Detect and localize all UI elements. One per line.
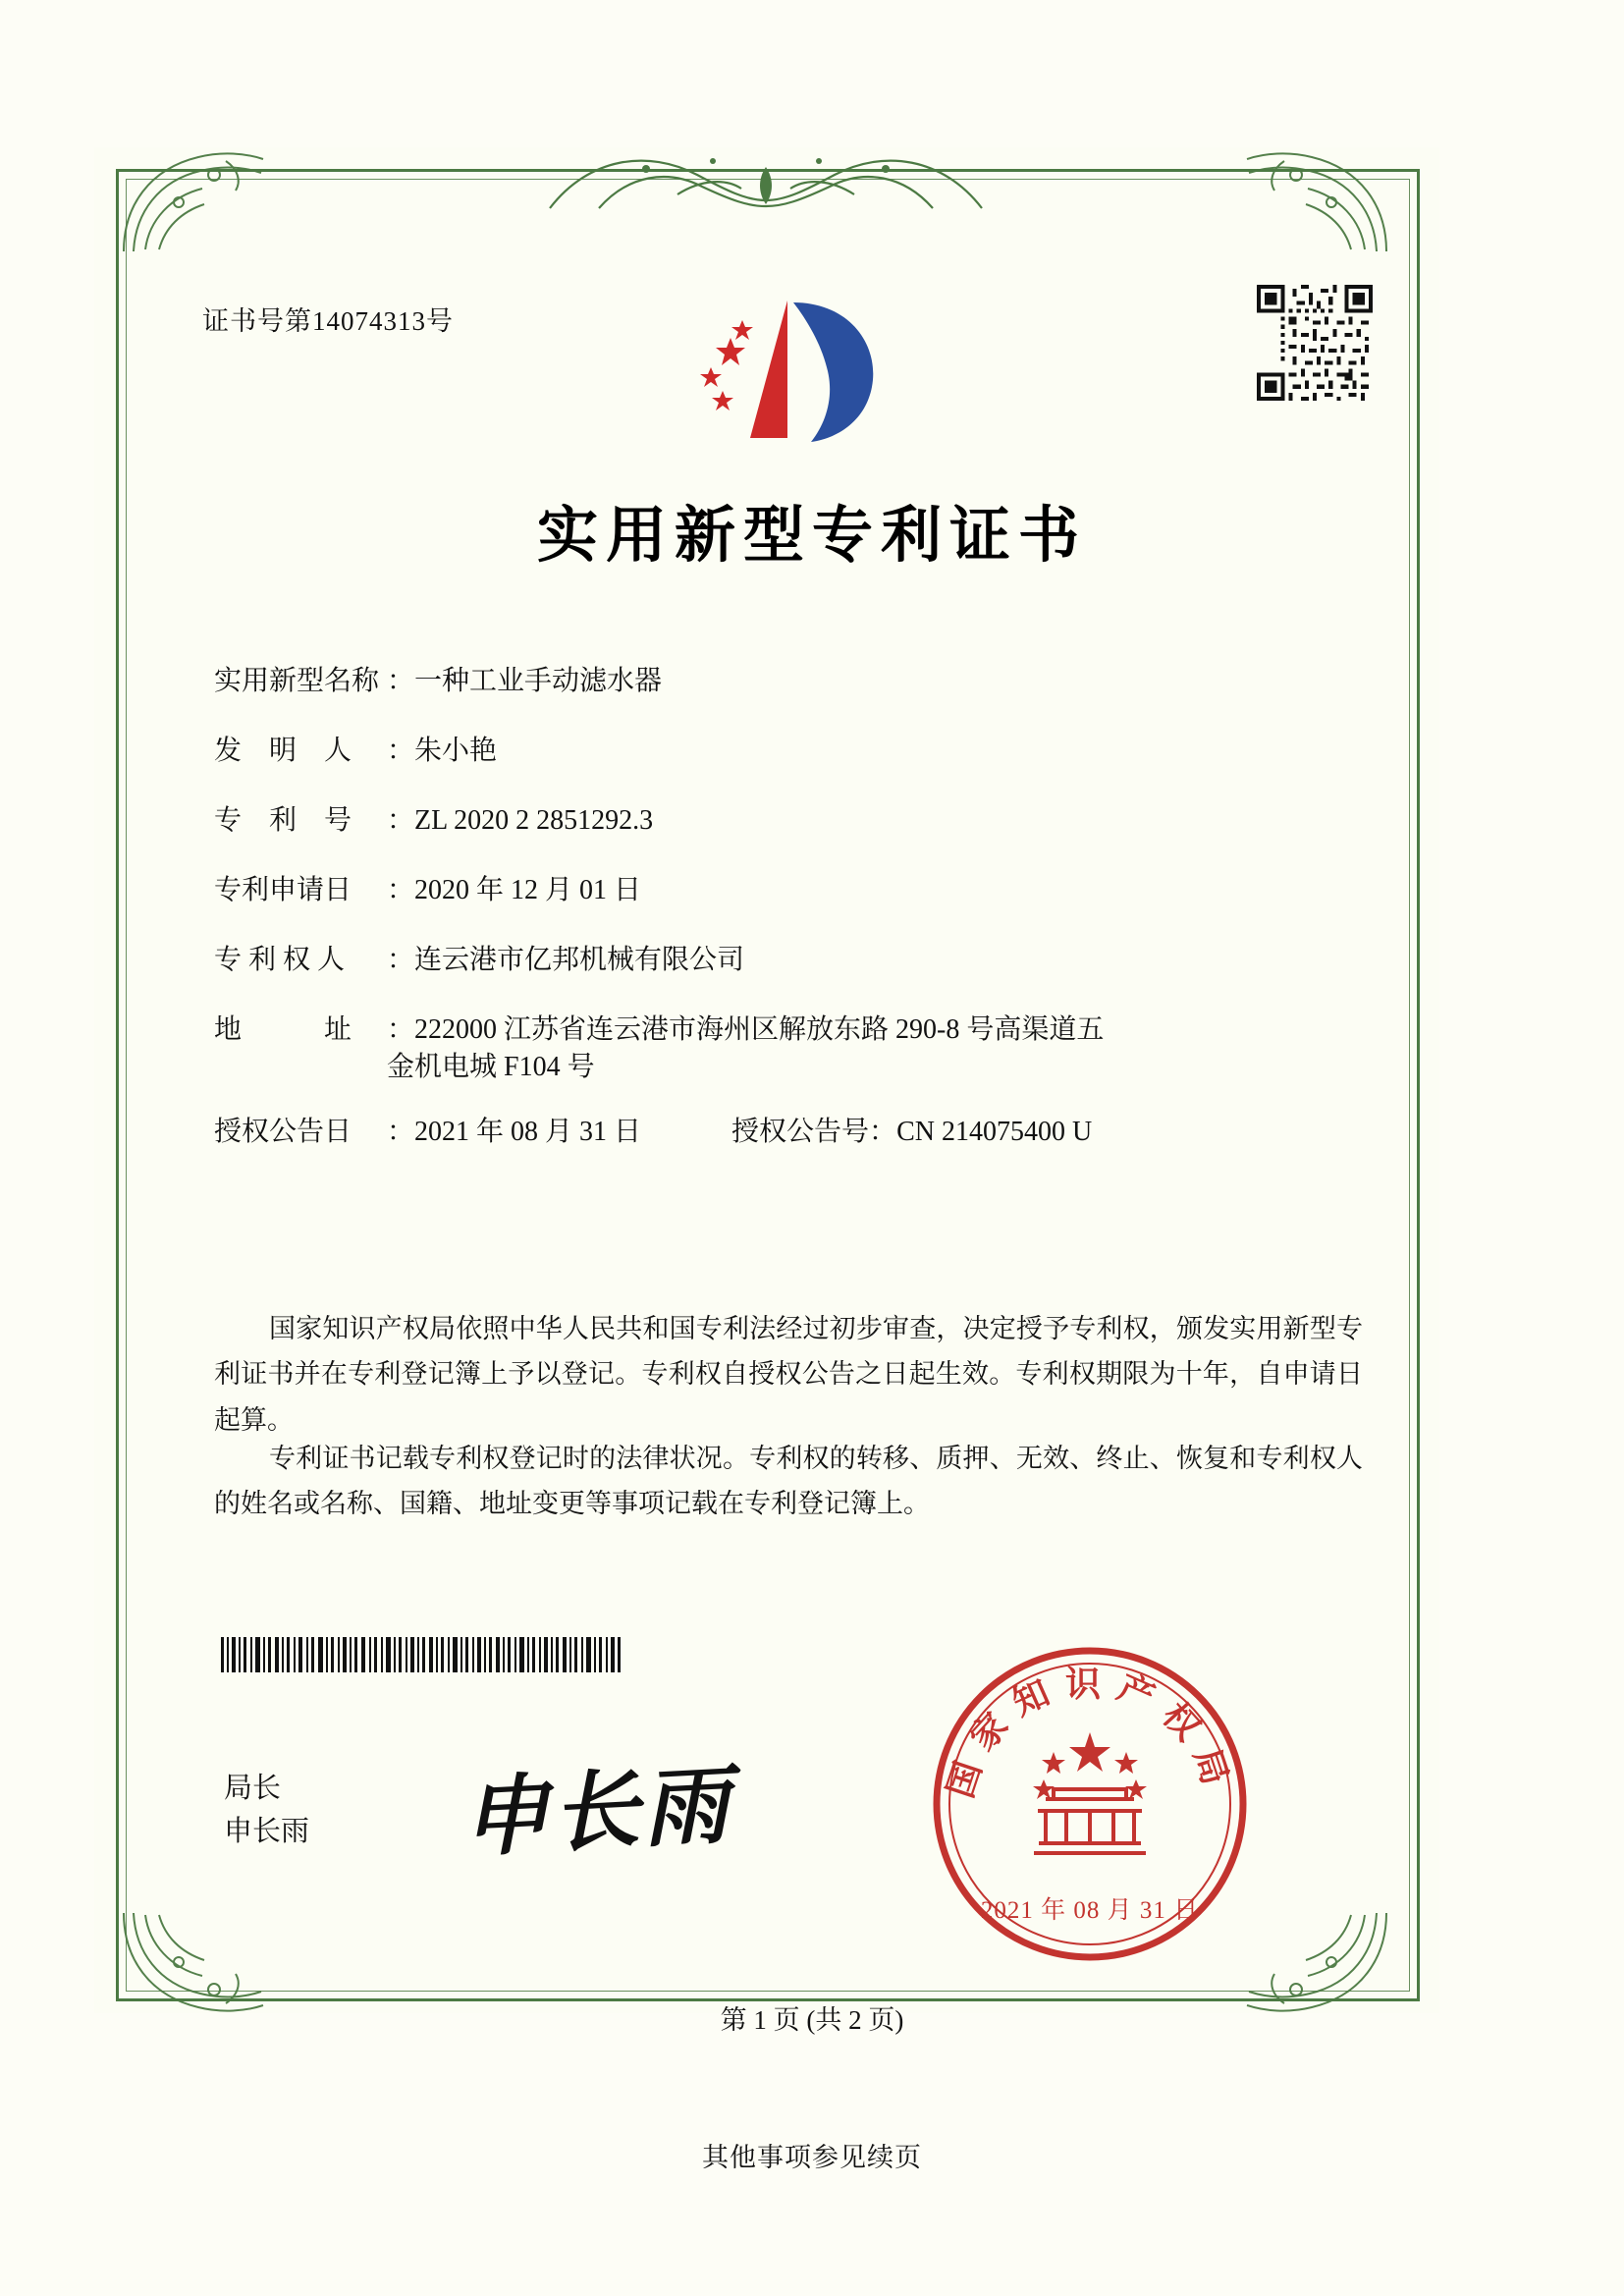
field-row-grant-info: [214, 1119, 1353, 1146]
certificate-number: 证书号第14074313号: [202, 306, 454, 336]
field-value-patentee: 连云港市亿邦机械有限公司: [414, 945, 745, 975]
field-label-address: 地 址: [214, 1014, 352, 1045]
director-name-label: 申长雨: [224, 1815, 310, 1847]
field-colon: ：: [869, 1117, 897, 1147]
legal-paragraph-2: [214, 1436, 1363, 1527]
footer-note: 其他事项参见续页: [702, 2143, 922, 2172]
field-value-inventor: 朱小艳: [414, 736, 498, 766]
field-colon: ：: [387, 945, 415, 975]
field-label-application-date: 专利申请日: [214, 875, 352, 905]
field-colon: ：: [387, 1014, 415, 1045]
qr-code-icon: [1257, 285, 1373, 401]
field-colon: ：: [387, 875, 415, 905]
legal-paragraph-1-text: 国家知识产权局依照中华人民共和国专利法经过初步审查，决定授予专利权，颁发实用新型专利证书并在专利登记簿上予以登记。专利权自授权公告之日起生效。专利权期限为十年，自申请日起算。: [214, 1314, 1363, 1435]
director-title-label: 局长: [224, 1773, 282, 1804]
field-value-grant-date: 2021 年 08 月 31 日: [414, 1117, 642, 1147]
field-row-inventor: [214, 738, 1353, 765]
field-value-application-date: 2020 年 12 月 01 日: [414, 875, 642, 905]
cnipa-logo-icon: [677, 285, 903, 462]
field-colon: ：: [387, 1117, 415, 1147]
handwritten-signature: 申长雨: [459, 1752, 735, 1870]
field-value-address: 222000 江苏省连云港市海州区解放东路 290-8 号高渠道五: [414, 1014, 1105, 1045]
field-row-patentee: [214, 947, 1353, 974]
field-colon: ：: [387, 666, 415, 696]
field-label-patent-number: 专 利 号: [214, 805, 352, 836]
field-row-utility-model-name: [214, 668, 1353, 695]
field-value-grant-publication-number: CN 214075400 U: [896, 1117, 1093, 1147]
field-row-application-date: [214, 877, 1353, 904]
svg-text:国家知识产权局: 国家知识产权局: [939, 1664, 1241, 1803]
barcode-icon: [221, 1637, 623, 1672]
page-number: 第 1 页 (共 2 页): [720, 2005, 904, 2035]
field-colon: ：: [387, 805, 415, 836]
field-row-patent-number: [214, 807, 1353, 835]
field-label-utility-model-name: 实用新型名称: [214, 666, 380, 696]
field-value-patent-number: ZL 2020 2 2851292.3: [414, 805, 654, 836]
patent-fields: [214, 668, 1353, 1181]
legal-paragraph-1: [214, 1306, 1363, 1443]
seal-date: 2021 年 08 月 31 日: [980, 1897, 1200, 1924]
signature-block: [224, 1768, 309, 1853]
page-title: 实用新型专利证书: [536, 499, 1087, 571]
field-label-inventor: 发 明 人: [214, 736, 352, 766]
field-row-address: [214, 1016, 1353, 1044]
field-colon: ：: [387, 736, 415, 766]
field-value-address-line2: 金机电城 F104 号: [387, 1052, 595, 1082]
legal-paragraph-2-text: 专利证书记载专利权登记时的法律状况。专利权的转移、质押、无效、终止、恢复和专利权人的姓名或名称、国籍、地址变更等事项记载在专利登记簿上。: [214, 1444, 1363, 1519]
field-label-grant-date: 授权公告日: [214, 1117, 352, 1147]
field-label-patentee: 专 利 权 人: [214, 945, 346, 975]
field-label-grant-publication-number: 授权公告号: [731, 1117, 870, 1147]
field-value-utility-model-name: 一种工业手动滤水器: [414, 666, 663, 696]
